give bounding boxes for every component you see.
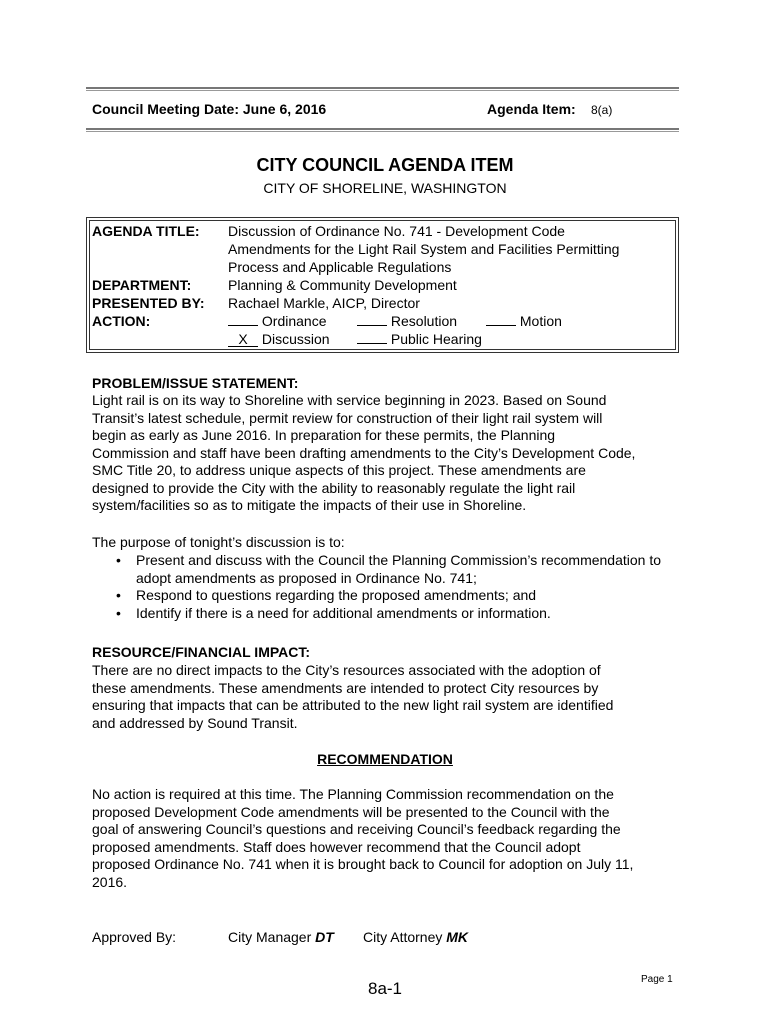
recommendation-line: proposed Ordinance No. 741 when it is brought back to Council for adoption on July 11, xyxy=(92,856,634,872)
header-bottom-rule xyxy=(86,128,679,130)
action-discussion xyxy=(228,331,330,347)
agenda-title-line-2: Amendments for the Light Rail System and Facilities Permitting xyxy=(228,241,620,257)
recommendation-line: proposed amendments. Staff does however recommend that the Council adopt xyxy=(92,838,581,855)
department-value: Planning & Community Development xyxy=(228,277,457,293)
problem-text xyxy=(92,392,677,515)
action-public-hearing-mark xyxy=(357,343,387,344)
problem-line: designed to provide the City with the ability to reasonably regulate the light rail xyxy=(92,479,576,496)
action-label: ACTION: xyxy=(92,313,151,329)
agenda-item-label: Agenda Item: xyxy=(487,101,576,117)
resource-line: these amendments. These amendments are intended to protect City resources by xyxy=(92,679,599,696)
meeting-date: Council Meeting Date: June 6, 2016 xyxy=(92,101,327,117)
resource-line: There are no direct impacts to the City’s resources associated with the adoption of xyxy=(92,662,601,678)
action-public-hearing xyxy=(357,331,482,347)
header-bottom-rule-inner xyxy=(86,131,679,132)
presented-by-value: Rachael Markle, AICP, Director xyxy=(228,295,420,311)
action-discussion-label: Discussion xyxy=(261,331,330,347)
page-subtitle: CITY OF SHORELINE, WASHINGTON xyxy=(263,180,507,196)
agenda-item-value: 8(a) xyxy=(591,103,613,117)
city-manager-label: City Manager xyxy=(228,929,312,945)
problem-line: Transit’s latest schedule, permit review for construction of their light rail system will xyxy=(92,409,603,426)
recommendation-heading: RECOMMENDATION xyxy=(317,751,453,767)
action-discussion-mark: X xyxy=(228,332,258,347)
list-item: • Respond to questions regarding the proposed amendments; and xyxy=(92,587,677,605)
agenda-title-line-1: Discussion of Ordinance No. 741 - Development Code xyxy=(228,223,565,239)
header-top-rule-inner xyxy=(86,90,679,91)
recommendation-line: goal of answering Council’s questions and receiving Council’s feedback regarding the xyxy=(92,821,621,837)
list-item: • Identify if there is a need for additional amendments or information. xyxy=(92,605,677,623)
action-motion xyxy=(486,313,562,329)
page-label: Page 1 xyxy=(641,974,673,985)
agenda-title-label: AGENDA TITLE: xyxy=(92,223,200,239)
resource-line: and addressed by Sound Transit. xyxy=(92,714,298,731)
city-manager-approval xyxy=(228,929,334,945)
page-title: CITY COUNCIL AGENDA ITEM xyxy=(256,155,514,175)
department-label: DEPARTMENT: xyxy=(92,277,192,293)
action-ordinance xyxy=(228,313,326,329)
problem-line: Light rail is on its way to Shoreline with service beginning in 2023. Based on Sound xyxy=(92,392,607,408)
problem-line: SMC Title 20, to address unique aspects of this project. These amendments are xyxy=(92,462,586,478)
agenda-title-line-3: Process and Applicable Regulations xyxy=(228,259,452,275)
city-attorney-initials: MK xyxy=(446,929,469,945)
city-attorney-approval xyxy=(363,929,468,945)
action-ordinance-mark xyxy=(228,325,258,326)
action-motion-mark xyxy=(486,325,516,326)
problem-line: system/facilities so as to mitigate the impacts of their use in Shoreline. xyxy=(92,497,527,513)
action-ordinance-label: Ordinance xyxy=(261,313,327,329)
header-top-rule xyxy=(86,87,679,89)
page-number: 8a-1 xyxy=(367,979,403,998)
recommendation-line: proposed Development Code amendments will be presented to the Council with the xyxy=(92,803,610,820)
recommendation-line: No action is required at this time. The Planning Commission recommendation on the xyxy=(92,786,614,802)
purpose-list xyxy=(92,552,677,622)
city-attorney-label: City Attorney xyxy=(363,929,443,945)
resource-heading: RESOURCE/FINANCIAL IMPACT: xyxy=(92,644,311,660)
action-resolution xyxy=(357,313,457,329)
action-resolution-mark xyxy=(357,325,387,326)
approved-by-label: Approved By: xyxy=(92,929,177,945)
list-item: • Present and discuss with the Council the Planning Commission’s recommendation to adopt amendments as proposed in Ordinance No. 741; xyxy=(92,552,677,587)
recommendation-text xyxy=(92,786,677,891)
action-motion-label: Motion xyxy=(519,313,562,329)
problem-line: Commission and staff have been drafting amendments to the City’s Development Code, xyxy=(92,444,636,461)
resource-line: ensuring that impacts that can be attributed to the new light rail system are identified xyxy=(92,697,614,713)
resource-text xyxy=(92,662,677,732)
action-resolution-label: Resolution xyxy=(390,313,458,329)
problem-line: begin as early as June 2016. In preparation for these permits, the Planning xyxy=(92,427,556,443)
presented-by-label: PRESENTED BY: xyxy=(92,295,205,311)
problem-heading: PROBLEM/ISSUE STATEMENT: xyxy=(92,375,299,391)
action-public-hearing-label: Public Hearing xyxy=(390,331,482,347)
purpose-intro: The purpose of tonight’s discussion is to: xyxy=(92,534,345,550)
recommendation-line: 2016. xyxy=(92,873,128,890)
city-manager-initials: DT xyxy=(315,929,334,945)
